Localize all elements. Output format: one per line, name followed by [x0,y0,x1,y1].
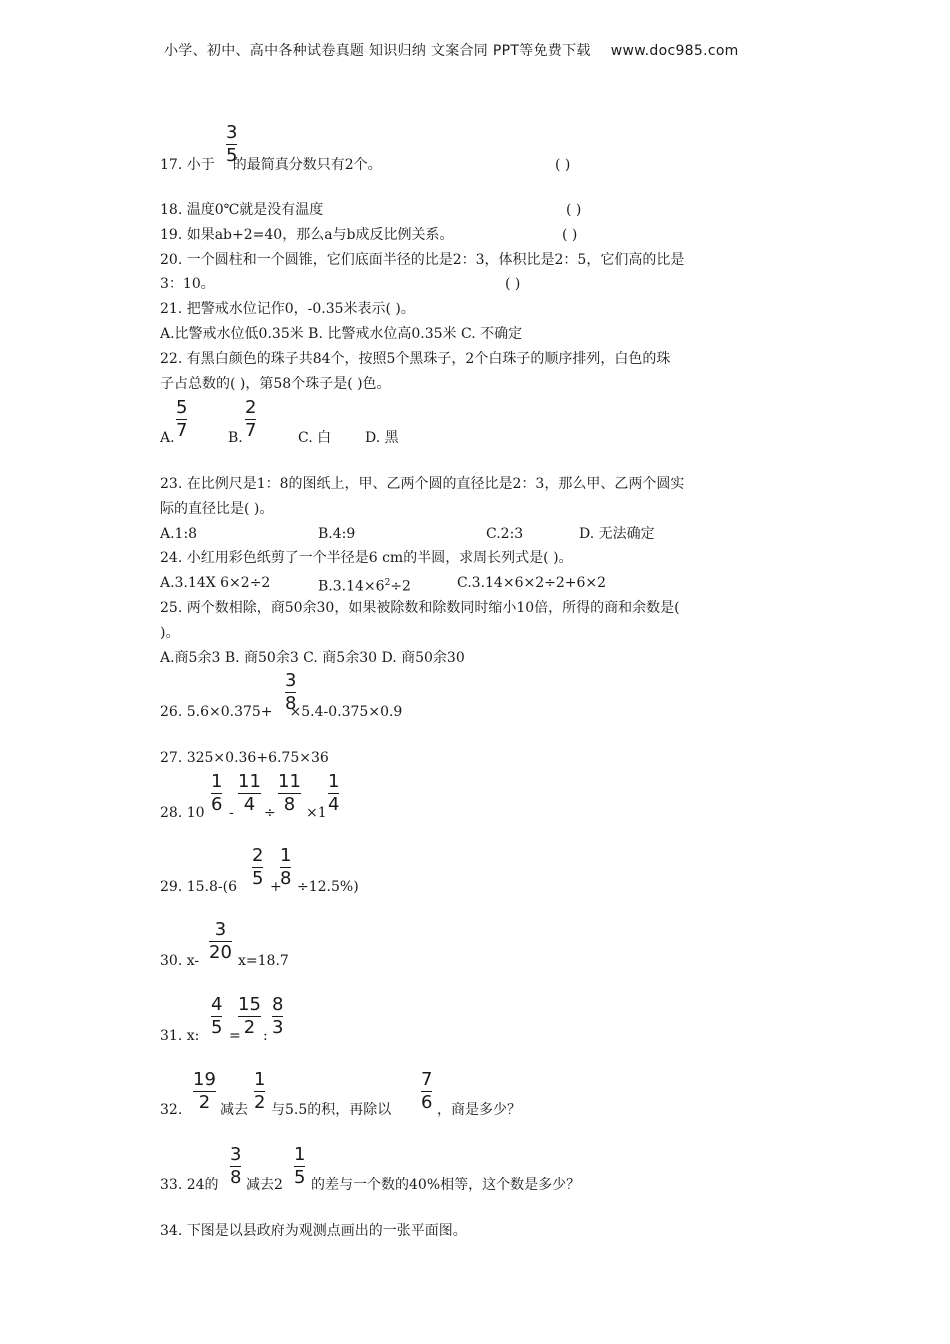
fraction: 19 2 [193,1069,216,1113]
question-20-line2: 3：10。 [160,276,215,292]
option-d: D. 无法确定 [579,526,655,542]
fraction: 2 5 [252,845,264,889]
question-21-options: A.比警戒水位低0.35米 B. 比警戒水位高0.35米 C. 不确定 [160,326,523,342]
question-20-line1: 20. 一个圆柱和一个圆锥，它们底面半径的比是2：3，体积比是2：5，它们高的比是 [160,252,685,268]
question-32: 32. [160,1102,183,1118]
question-25-line2: )。 [160,625,180,641]
fraction: 4 5 [211,994,223,1038]
fraction: 3 5 [226,122,238,166]
header-title: 小学、初中、高中各种试卷真题 知识归纳 文案合同 PPT等免费下载 [164,43,591,59]
page-header [164,40,739,60]
question-21: 21. 把警戒水位记作0，-0.35米表示( )。 [160,301,415,317]
fraction: 11 8 [278,771,301,815]
question-30-tail: x=18.7 [238,953,289,969]
fraction: 1 5 [294,1144,306,1188]
fraction: 3 20 [209,919,232,963]
question-30: 30. x- [160,953,200,969]
option-c: C. 白 [298,430,332,446]
question-23-line1: 23. 在比例尺是1：8的图纸上，甲、乙两个圆的直径比是2：3，那么甲、乙两个圆实 [160,476,685,492]
fraction: 1 8 [280,845,292,889]
minus-sign: - [229,805,234,821]
question-22-line1: 22. 有黑白颜色的珠子共84个，按照5个黑珠子，2个白珠子的顺序排列，白色的珠 [160,351,671,367]
question-22-line2: 子占总数的( )，第58个珠子是( )色。 [160,376,391,392]
fraction: 7 6 [421,1069,433,1113]
option-a: A. [160,430,175,446]
option-d: D. 黑 [365,430,399,446]
fraction: 1 2 [254,1069,266,1113]
question-26: 26. 5.6×0.375+ ×5.4-0.375×0.9 [160,704,403,720]
question-32-text1: 减去 [220,1102,248,1118]
option-b: B.4:9 [318,526,356,542]
colon-sign: : [263,1028,268,1044]
answer-blank[interactable]: ( ) [555,157,571,173]
fraction: 11 4 [238,771,261,815]
answer-blank[interactable]: ( ) [566,202,582,218]
fraction: 15 2 [238,994,261,1038]
fraction: 1 6 [211,771,223,815]
fraction: 5 7 [176,397,188,441]
divide-sign: ÷ [264,805,276,821]
question-33-text1: 减去2 [246,1177,283,1193]
question-32-text3: ，商是多少？ [437,1102,521,1118]
question-19: 19. 如果ab+2=40，那么a与b成反比例关系。 [160,227,454,243]
answer-blank[interactable]: ( ) [505,276,521,292]
question-29-tail: ÷12.5%) [297,879,359,895]
option-b: $B.3.14\times 6^2\div 2$ [318,578,411,595]
question-33-text2: 的差与一个数的40%相等，这个数是多少？ [311,1177,581,1193]
times-sign: ×1 [306,805,327,821]
fraction: 3 8 [285,670,297,714]
question-27: 27. 325×0.36+6.75×36 [160,750,329,766]
option-a: A.1:8 [160,526,198,542]
option-b: B. [228,430,243,446]
option-c: C.3.14×6×2÷2+6×2 [457,575,607,591]
question-23-line2: 际的直径比是( )。 [160,501,274,517]
plus-sign: + [270,879,282,895]
question-25-options: A.商5余3 B. 商50余3 C. 商5余30 D. 商50余30 [160,650,465,666]
fraction: 2 7 [245,397,257,441]
equals-sign: = [229,1028,241,1044]
header-site: www.doc985.com [610,43,739,59]
question-28: 28. 10 [160,805,205,821]
fraction: 1 4 [328,771,340,815]
option-a: A.3.14X 6×2÷2 [160,575,271,591]
question-32-text2: 与5.5的积，再除以 [271,1102,392,1118]
question-34: 34. 下图是以县政府为观测点画出的一张平面图。 [160,1223,467,1239]
fraction: 8 3 [272,994,284,1038]
fraction: 3 8 [230,1144,242,1188]
question-33: 33. 24的 [160,1177,219,1193]
option-c: C.2:3 [486,526,524,542]
question-29: 29. 15.8-(6 [160,879,237,895]
question-17: 17. 小于 的最简真分数只有2个。 [160,157,382,173]
question-31: 31. x: [160,1028,200,1044]
question-25-line1: 25. 两个数相除，商50余30，如果被除数和除数同时缩小10倍，所得的商和余数是( [160,600,680,616]
question-24: 24. 小红用彩色纸剪了一个半径是6 cm的半圆，求周长列式是( )。 [160,550,573,566]
answer-blank[interactable]: ( ) [562,227,578,243]
question-18: 18. 温度0℃就是没有温度 [160,202,324,218]
